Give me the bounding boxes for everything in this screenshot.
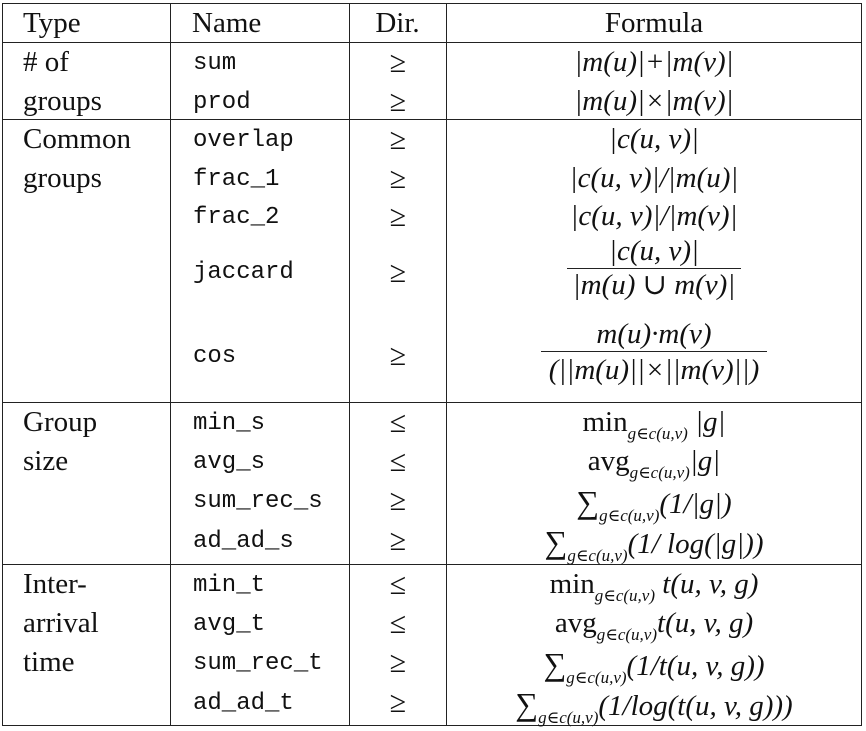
formula: [447, 447, 861, 481]
operator: min: [582, 406, 628, 438]
cos-formula: [447, 320, 861, 385]
formula-body: |g|: [695, 406, 726, 438]
metric-name: frac_1: [193, 166, 280, 193]
metric-name: avg_t: [193, 611, 266, 638]
metric-name: cos: [193, 343, 237, 370]
formula-body: (1/ log(|g|)): [627, 528, 764, 560]
direction: ≥: [389, 123, 407, 156]
sum-operator: ∑: [515, 686, 539, 722]
metric-name: overlap: [193, 127, 294, 154]
fraction: [567, 237, 742, 300]
subscript: g∈c(u,v): [566, 668, 627, 687]
formula-body: t(u, v, g): [662, 568, 759, 600]
formula-body: (1/|g|): [659, 488, 732, 520]
formula: [447, 164, 861, 193]
operator: min: [549, 568, 595, 600]
formula: [447, 486, 861, 524]
fraction-numerator: m(u)·m(v): [596, 318, 712, 350]
type-label: # of: [23, 46, 69, 78]
formula: [447, 526, 861, 564]
subscript: g∈c(u,v): [599, 506, 660, 525]
formula: [447, 202, 861, 231]
formula: [447, 87, 861, 116]
metric-name: avg_s: [193, 449, 266, 476]
type-label: time: [23, 646, 75, 678]
type-label: groups: [23, 85, 102, 117]
fraction-numerator: |c(u, v)|: [608, 235, 699, 267]
direction: ≥: [389, 256, 407, 289]
section-divider: [3, 564, 861, 565]
subscript: g∈c(u,v): [627, 424, 688, 443]
formula: [447, 408, 861, 442]
type-label: Inter-: [23, 568, 87, 600]
formula-text: |c(u, v)|: [608, 123, 699, 155]
subscript: g∈c(u,v): [594, 586, 656, 605]
jaccard-formula: [447, 237, 861, 300]
formula-text: |m(u)|+|m(v)|: [574, 46, 734, 78]
metric-name: sum_rec_t: [193, 650, 323, 677]
metric-name: frac_2: [193, 204, 280, 231]
subscript: g∈c(u,v): [538, 708, 599, 727]
header-name: Name: [192, 7, 262, 39]
formula-text: |c(u, v)|/|m(u)|: [569, 162, 739, 194]
direction: ≥: [389, 162, 407, 195]
direction: ≤: [389, 445, 407, 478]
direction: ≤: [389, 607, 407, 640]
type-label: Group: [23, 406, 98, 438]
metric-name: jaccard: [193, 259, 294, 286]
direction: ≥: [389, 46, 407, 79]
type-label: arrival: [23, 607, 99, 639]
operator: avg: [554, 607, 597, 639]
header-type: Type: [23, 7, 81, 39]
metric-name: sum_rec_s: [193, 488, 323, 515]
header-dir: Dir.: [375, 7, 420, 39]
sum-operator: ∑: [543, 646, 567, 682]
formula-body: t(u, v, g): [657, 607, 754, 639]
direction: ≥: [389, 200, 407, 233]
feature-table: [2, 3, 862, 726]
direction: ≥: [389, 686, 407, 719]
section-divider: [3, 119, 861, 120]
metric-name: ad_ad_t: [193, 690, 294, 717]
metric-name: prod: [193, 89, 251, 116]
subscript: g∈c(u,v): [629, 463, 690, 482]
section-divider: [3, 402, 861, 403]
direction: ≥: [389, 484, 407, 517]
direction: ≥: [389, 85, 407, 118]
fraction: [541, 320, 768, 385]
subscript: g∈c(u,v): [567, 546, 628, 565]
fraction-denominator: |m(u) ∪ m(v)|: [567, 268, 742, 300]
formula: [447, 688, 861, 726]
direction: ≥: [389, 646, 407, 679]
metric-name: ad_ad_s: [193, 528, 294, 555]
type-label: Common: [23, 123, 131, 155]
formula: [447, 648, 861, 686]
direction: ≤: [389, 568, 407, 601]
formula-text: |m(u)|×|m(v)|: [574, 85, 734, 117]
formula: [447, 609, 861, 643]
formula: [447, 125, 861, 154]
direction: ≥: [389, 524, 407, 557]
header-formula: Formula: [604, 7, 704, 39]
direction: ≥: [389, 339, 407, 372]
subscript: g∈c(u,v): [596, 625, 658, 644]
sum-operator: ∑: [576, 484, 600, 520]
formula-body: |g|: [689, 445, 721, 477]
metric-name: sum: [193, 50, 237, 77]
formula: [447, 48, 861, 77]
operator: avg: [587, 445, 630, 477]
formula-body: (1/t(u, v, g)): [626, 650, 765, 682]
formula-text: |c(u, v)|/|m(v)|: [570, 200, 738, 232]
sum-operator: ∑: [544, 524, 568, 560]
metric-name: min_t: [193, 572, 266, 599]
fraction-denominator: (||m(u)||×||m(v)||): [541, 351, 768, 385]
type-label: size: [23, 445, 69, 477]
type-label: groups: [23, 162, 102, 194]
metric-name: min_s: [193, 410, 266, 437]
formula: [447, 570, 861, 604]
column-divider: [170, 4, 171, 725]
header-divider: [3, 42, 861, 43]
formula-body: (1/log(t(u, v, g))): [598, 690, 793, 722]
direction: ≤: [389, 406, 407, 439]
